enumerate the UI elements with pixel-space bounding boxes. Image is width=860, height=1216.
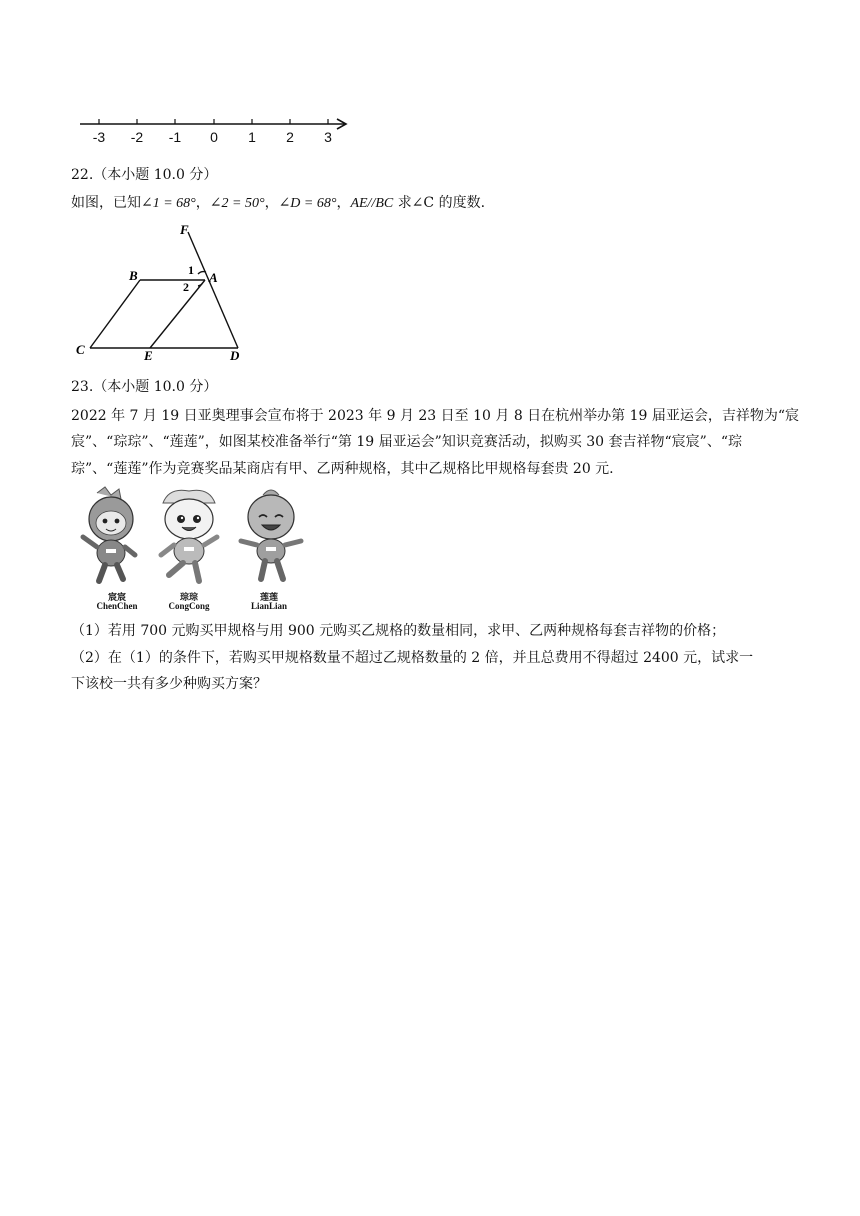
q23-part-2-line-2: 下该校一共有多少种购买方案？ <box>71 676 267 692</box>
label-e: E <box>144 348 153 363</box>
angle-2: ∠2 = 50° <box>209 196 265 211</box>
number-line <box>75 112 355 152</box>
label-c: C <box>76 342 85 357</box>
mascot-lianlian-illustration <box>231 485 311 587</box>
q23-part-2-line-1: （2）在（1）的条件下，若购买甲规格数量不超过乙规格数量的 2 倍，并且总费用不得超过 2400 元，试求一 <box>71 650 754 666</box>
label-d: D <box>230 348 240 363</box>
angle-1: ∠1 = 68° <box>141 196 196 211</box>
tick-label: -2 <box>130 129 144 145</box>
mascot-caption-en: LianLian <box>250 601 288 611</box>
tick-label: 1 <box>248 129 256 145</box>
tick-label: 2 <box>286 129 294 145</box>
mascot-caption-cn: 宸宸 <box>107 593 126 603</box>
mascot-congcong-illustration <box>149 485 229 587</box>
parallel-condition: AE//BC <box>350 196 394 211</box>
label-b: B <box>129 268 138 283</box>
geometry-figure <box>70 222 260 364</box>
q22-header: 22.（本小题 10.0 分） <box>71 167 218 183</box>
q23-header: 23.（本小题 10.0 分） <box>71 379 218 395</box>
q22-statement: 如图，已知∠1 = 68°，∠2 = 50°，∠D = 68°，AE//BC 求∠C 的度数. <box>71 195 486 211</box>
label-angle-2: 2 <box>183 280 189 294</box>
mascot-caption-en: ChenChen <box>96 601 138 611</box>
q23-line-3: 琮”、“莲莲”作为竞赛奖品某商店有甲、乙两种规格，其中乙规格比甲规格每套贵 20 元. <box>71 461 614 477</box>
mascot-caption-cn: 琮琮 <box>179 593 198 603</box>
tick-label: -3 <box>92 129 106 145</box>
q23-line-1: 2022 年 7 月 19 日亚奥理事会宣布将于 2023 年 9 月 23 日至 10 月 8 日在杭州举办第 19 届亚运会，吉祥物为“宸 <box>71 408 800 424</box>
q23-line-2: 宸”、“琮琮”、“莲莲”，如图某校准备举行“第 19 届亚运会”知识竞赛活动，拟购买 30 套吉祥物“宸宸”、“琮 <box>71 434 742 450</box>
label-a: A <box>209 270 218 285</box>
mascots-image <box>75 485 315 615</box>
tick-label: 0 <box>210 129 218 145</box>
q22-text-prefix: 如图，已知 <box>71 195 141 211</box>
mascot-caption-cn: 莲莲 <box>259 593 278 603</box>
q22-ask: 求∠C 的度数. <box>397 195 486 211</box>
mascot-chenchen-illustration <box>75 485 150 587</box>
angle-d: ∠D = 68° <box>278 196 337 211</box>
tick-label: 3 <box>324 129 332 145</box>
label-angle-1: 1 <box>188 263 194 277</box>
mascot-caption-en: CongCong <box>168 601 210 611</box>
tick-label: -1 <box>168 129 182 145</box>
label-f: F <box>180 222 189 237</box>
q23-part-1: （1）若用 700 元购买甲规格与用 900 元购买乙规格的数量相同，求甲、乙两种规格每套吉祥物的价格； <box>71 623 726 639</box>
